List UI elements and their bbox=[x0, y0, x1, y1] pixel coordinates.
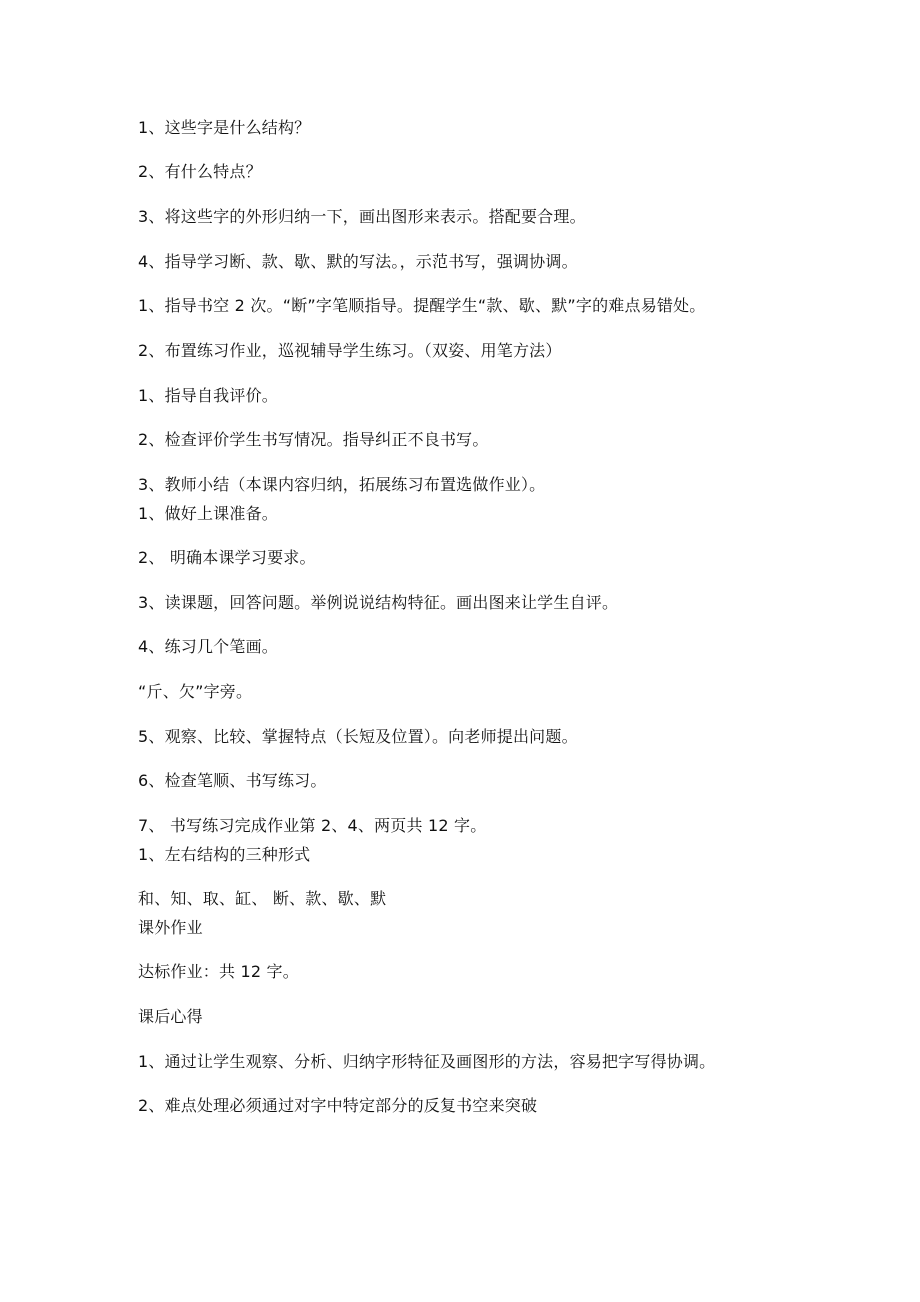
text-line: 2、检查评价学生书写情况。指导纠正不良书写。 bbox=[138, 430, 489, 449]
text-line: 2、难点处理必须通过对字中特定部分的反复书空来突破 bbox=[138, 1096, 538, 1115]
text-line: 2、有什么特点？ bbox=[138, 162, 262, 181]
text-line: 1、这些字是什么结构？ bbox=[138, 118, 311, 137]
text-line: 1、指导自我评价。 bbox=[138, 386, 278, 405]
text-line: 和、知、取、缸、 断、款、歇、默 bbox=[138, 889, 387, 908]
text-line: 5、观察、比较、掌握特点（长短及位置）。向老师提出问题。 bbox=[138, 727, 578, 746]
text-line: 4、指导学习断、款、歇、默的写法。，示范书写，强调协调。 bbox=[138, 252, 578, 271]
text-line: 6、检查笔顺、书写练习。 bbox=[138, 771, 327, 790]
text-line: 3、将这些字的外形归纳一下，画出图形来表示。搭配要合理。 bbox=[138, 207, 586, 226]
text-line: 达标作业：共 12 字。 bbox=[138, 962, 299, 981]
text-line: 2、 明确本课学习要求。 bbox=[138, 548, 316, 567]
text-line: 1、指导书空 2 次。“断”字笔顺指导。提醒学生“款、歇、默”字的难点易错处。 bbox=[138, 296, 706, 315]
text-line: 1、做好上课准备。 bbox=[138, 504, 278, 523]
text-line: 课外作业 bbox=[138, 918, 203, 937]
text-line: 7、 书写练习完成作业第 2、4、两页共 12 字。 bbox=[138, 816, 487, 835]
text-line: 课后心得 bbox=[138, 1007, 203, 1026]
text-line: 1、左右结构的三种形式 bbox=[138, 845, 311, 864]
text-line: 3、教师小结（本课内容归纳，拓展练习布置选做作业）。 bbox=[138, 475, 546, 494]
text-line: 2、布置练习作业，巡视辅导学生练习。（双姿、用笔方法） bbox=[138, 341, 562, 360]
text-line: 4、练习几个笔画。 bbox=[138, 637, 278, 656]
text-line: 3、读课题，回答问题。举例说说结构特征。画出图来让学生自评。 bbox=[138, 593, 619, 612]
text-line: 1、通过让学生观察、分析、归纳字形特征及画图形的方法，容易把字写得协调。 bbox=[138, 1052, 716, 1071]
text-line: “斤、欠”字旁。 bbox=[138, 682, 253, 701]
